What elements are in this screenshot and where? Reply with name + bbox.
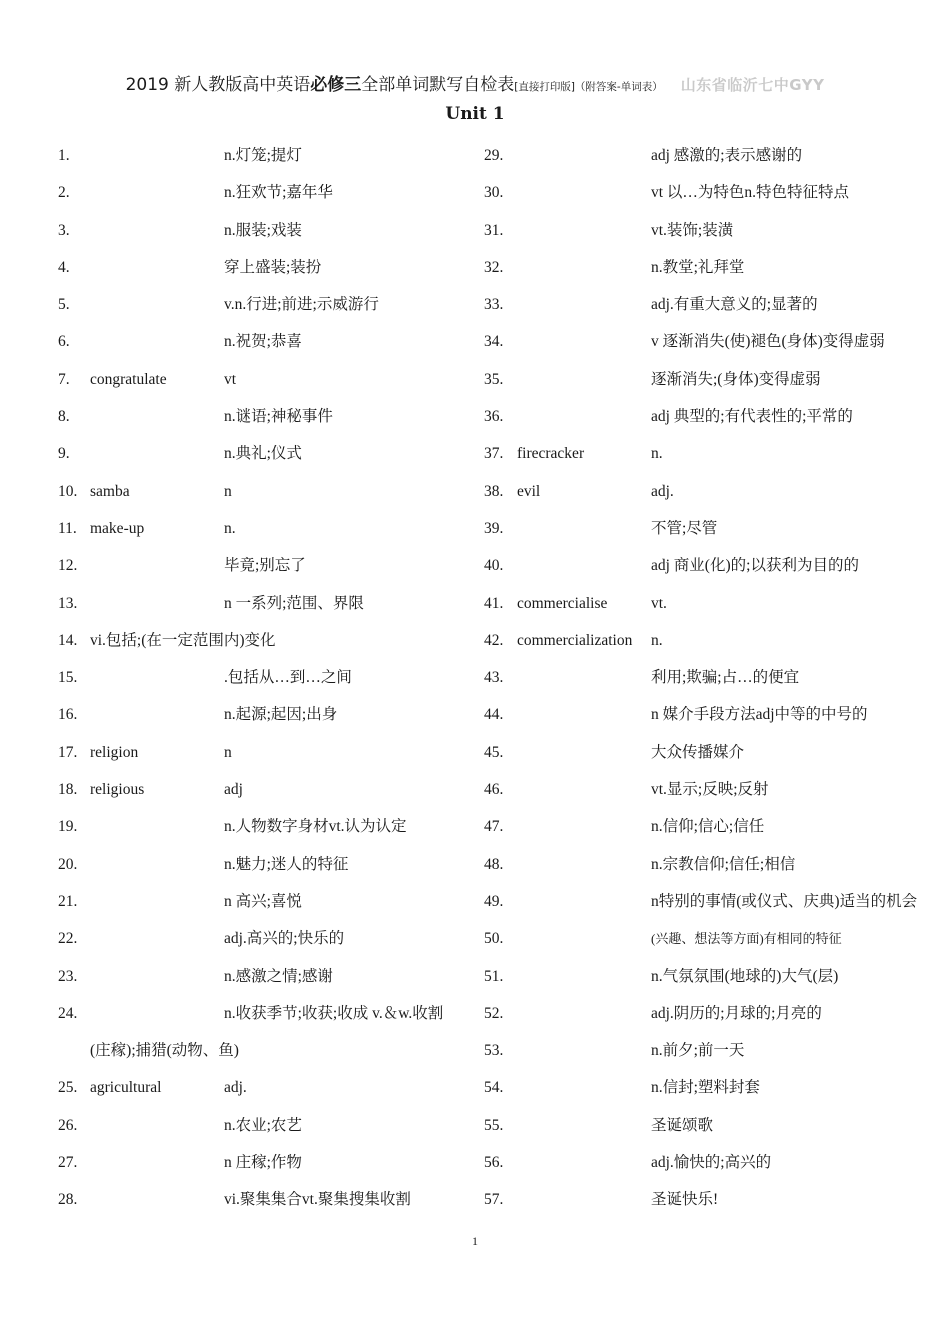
vocab-row — [484, 963, 924, 1000]
item-number: 34. — [484, 333, 504, 351]
item-meaning: n.信封;塑料封套 — [651, 1079, 760, 1097]
item-meaning: n 庄稼;作物 — [224, 1154, 302, 1172]
item-number: 37. — [484, 445, 504, 463]
item-meaning: vt — [224, 370, 237, 388]
item-number: 46. — [484, 781, 504, 799]
item-meaning: vt.装饰;装潢 — [651, 221, 734, 239]
vocab-row — [58, 925, 478, 962]
vocab-row — [484, 627, 924, 664]
item-number: 25. — [58, 1079, 78, 1097]
item-word: religious — [90, 781, 145, 799]
item-meaning: n.服装;戏装 — [224, 221, 302, 239]
item-number: 43. — [484, 669, 504, 687]
vocab-row — [484, 254, 924, 291]
item-word: samba — [90, 482, 130, 500]
item-number: 19. — [58, 818, 78, 836]
vocab-row — [58, 403, 478, 440]
item-meaning: (庄稼);捕猎(动物、鱼) — [90, 1042, 239, 1060]
item-number: 9. — [58, 445, 70, 463]
vocab-row — [58, 478, 478, 515]
item-number: 45. — [484, 743, 504, 761]
item-meaning: adj 商业(化)的;以获利为目的的 — [651, 557, 859, 575]
vocab-row — [58, 291, 478, 328]
vocab-row — [58, 1149, 478, 1186]
item-meaning: adj 感激的;表示感谢的 — [651, 147, 803, 164]
item-number: 51. — [484, 967, 504, 985]
item-meaning: 逐渐消失;(身体)变得虚弱 — [651, 370, 821, 388]
item-meaning: n.谜语;神秘事件 — [224, 408, 333, 426]
item-meaning: n. — [651, 631, 663, 649]
vocab-row — [484, 552, 924, 589]
item-number: 27. — [58, 1154, 78, 1172]
vocab-row — [484, 1149, 924, 1186]
item-meaning: adj. — [224, 1079, 247, 1097]
item-meaning: n.教堂;礼拜堂 — [651, 258, 745, 276]
item-meaning: 圣诞颂歌 — [651, 1116, 714, 1134]
vocab-row — [484, 888, 924, 925]
item-number: 8. — [58, 408, 70, 426]
vocab-row — [58, 254, 478, 291]
vocab-row — [58, 366, 478, 403]
item-meaning: adj.阴历的;月球的;月亮的 — [651, 1004, 822, 1022]
vocab-row — [58, 217, 478, 254]
item-number: 6. — [58, 333, 70, 351]
item-meaning: 大众传播媒介 — [651, 743, 745, 761]
item-meaning: adj.有重大意义的;显著的 — [651, 296, 818, 314]
item-meaning: n — [224, 482, 232, 500]
item-meaning: v 逐渐消失(使)褪色(身体)变得虚弱 — [651, 333, 885, 351]
item-meaning: vi.包括;(在一定范围内)变化 — [90, 631, 276, 649]
item-meaning: n.感激之情;感谢 — [224, 967, 333, 985]
vocab-row — [58, 1112, 478, 1149]
vocab-row — [484, 813, 924, 850]
item-number: 40. — [484, 557, 504, 575]
item-word: evil — [517, 482, 541, 500]
item-meaning: n.灯笼;提灯 — [224, 147, 302, 164]
item-word: firecracker — [517, 445, 585, 463]
vocab-row — [484, 701, 924, 738]
page-number: 1 — [472, 1234, 478, 1248]
vocab-row — [58, 515, 478, 552]
vocab-row — [58, 664, 478, 701]
item-number: 12. — [58, 557, 78, 575]
item-number: 15. — [58, 669, 78, 687]
vocab-row — [484, 179, 924, 216]
vocab-row — [484, 328, 924, 365]
vocab-row — [484, 142, 924, 179]
vocab-row — [58, 142, 478, 179]
right-column — [484, 142, 924, 1224]
item-number: 10. — [58, 482, 78, 500]
vocab-row — [484, 291, 924, 328]
vocab-row — [484, 776, 924, 813]
vocab-row — [58, 328, 478, 365]
title-bold: 必修三 — [310, 75, 362, 95]
vocab-row — [58, 701, 478, 738]
item-number: 3. — [58, 221, 70, 239]
vocab-row — [484, 1186, 924, 1223]
item-number: 13. — [58, 594, 78, 612]
item-meaning: adj.高兴的;快乐的 — [224, 930, 345, 948]
item-number: 28. — [58, 1191, 78, 1209]
item-meaning: n.气氛氛围(地球的)大气(层) — [651, 967, 839, 985]
vocab-row — [484, 1112, 924, 1149]
item-number: 49. — [484, 892, 504, 910]
vocab-row — [484, 515, 924, 552]
vocab-row — [58, 851, 478, 888]
vocab-row — [484, 1000, 924, 1037]
item-meaning: (兴趣、想法等方面)有相同的特征 — [651, 931, 842, 947]
vocab-row — [58, 888, 478, 925]
item-number: 54. — [484, 1079, 504, 1097]
vocab-row — [58, 813, 478, 850]
item-number: 18. — [58, 781, 78, 799]
item-number: 50. — [484, 930, 504, 948]
item-meaning: n.狂欢节;嘉年华 — [224, 184, 333, 202]
item-word: congratulate — [90, 370, 167, 388]
item-meaning: adj.愉快的;高兴的 — [651, 1154, 772, 1172]
item-meaning: n 媒介手段方法adj中等的中号的 — [651, 706, 868, 724]
item-number: 39. — [484, 519, 504, 537]
item-meaning: n.魅力;迷人的特征 — [224, 855, 349, 873]
item-word: make-up — [90, 519, 145, 537]
item-number: 22. — [58, 930, 78, 948]
item-number: 2. — [58, 184, 70, 202]
document-title — [0, 70, 950, 95]
item-number: 32. — [484, 258, 504, 276]
item-number: 7. — [58, 370, 70, 388]
vocab-row — [484, 664, 924, 701]
item-number: 53. — [484, 1042, 504, 1060]
item-word: commercialization — [517, 631, 633, 649]
item-meaning: n.祝贺;恭喜 — [224, 333, 302, 351]
left-column — [58, 142, 478, 1224]
item-meaning: 穿上盛装;装扮 — [224, 258, 322, 276]
item-word: commercialise — [517, 594, 608, 612]
item-number: 47. — [484, 818, 504, 836]
item-number: 38. — [484, 482, 504, 500]
item-meaning: vt.显示;反映;反射 — [651, 781, 769, 799]
item-word: agricultural — [90, 1079, 162, 1097]
vocab-row — [484, 851, 924, 888]
item-number: 24. — [58, 1004, 78, 1022]
item-meaning: n.收获季节;收获;收成 v.＆w.收割 — [224, 1004, 444, 1022]
item-meaning: vi.聚集集合vt.聚集搜集收割 — [224, 1191, 411, 1209]
item-number: 29. — [484, 147, 504, 164]
vocab-row — [58, 179, 478, 216]
title-main: 2019 新人教版高中英语 — [125, 75, 311, 95]
item-number: 16. — [58, 706, 78, 724]
item-meaning: n.信仰;信心;信任 — [651, 818, 765, 836]
title-rest: 全部单词默写自检表 — [361, 75, 515, 95]
item-number: 26. — [58, 1116, 78, 1134]
item-meaning: n 高兴;喜悦 — [224, 892, 302, 910]
item-number: 17. — [58, 743, 78, 761]
vocab-row — [58, 627, 478, 664]
vocab-row — [58, 776, 478, 813]
vocab-row — [58, 552, 478, 589]
vocab-row — [58, 963, 478, 1000]
item-meaning: 不管;尽管 — [651, 519, 718, 537]
item-number: 14. — [58, 631, 78, 649]
vocab-row — [484, 1074, 924, 1111]
item-number: 36. — [484, 408, 504, 426]
item-meaning: n. — [651, 445, 663, 463]
item-number: 4. — [58, 258, 70, 276]
vocab-row — [484, 590, 924, 627]
item-meaning: vt. — [651, 594, 667, 612]
item-meaning: adj 典型的;有代表性的;平常的 — [651, 408, 853, 426]
item-number: 20. — [58, 855, 78, 873]
vocab-row — [58, 1074, 478, 1111]
vocab-row — [58, 590, 478, 627]
item-number: 21. — [58, 892, 78, 910]
item-number: 1. — [58, 147, 70, 164]
vocab-row — [484, 739, 924, 776]
vocab-row — [484, 1037, 924, 1074]
vocab-row — [58, 1186, 478, 1223]
item-meaning: adj — [224, 781, 243, 799]
item-meaning: n. — [224, 519, 236, 537]
item-meaning: adj. — [651, 482, 674, 500]
item-number: 56. — [484, 1154, 504, 1172]
item-number: 5. — [58, 296, 70, 314]
item-number: 11. — [58, 519, 77, 537]
item-meaning: n.人物数字身材vt.认为认定 — [224, 818, 407, 836]
item-meaning: 利用;欺骗;占…的便宜 — [651, 669, 800, 687]
vocab-row — [484, 440, 924, 477]
vocab-row — [484, 478, 924, 515]
vocab-row — [484, 217, 924, 254]
item-number: 23. — [58, 967, 78, 985]
item-number: 41. — [484, 594, 504, 612]
item-meaning: n.起源;起因;出身 — [224, 706, 338, 724]
item-meaning: n 一系列;范围、界限 — [224, 594, 364, 612]
vocab-row — [484, 366, 924, 403]
unit-heading: Unit 1 — [445, 104, 505, 124]
item-meaning: v.n.行进;前进;示威游行 — [224, 296, 379, 314]
item-meaning: n.典礼;仪式 — [224, 445, 302, 463]
item-meaning: 毕竟;别忘了 — [224, 557, 306, 575]
title-small: [直接打印版]（附答案-单词表） — [514, 81, 663, 93]
vocab-row — [484, 925, 924, 962]
item-meaning: n.宗教信仰;信任;相信 — [651, 855, 796, 873]
vocab-row — [58, 739, 478, 776]
vocab-row — [484, 403, 924, 440]
item-number: 44. — [484, 706, 504, 724]
item-number: 42. — [484, 631, 504, 649]
item-meaning: n — [224, 743, 232, 761]
item-meaning: 圣诞快乐! — [651, 1191, 719, 1209]
item-number: 48. — [484, 855, 504, 873]
item-number: 35. — [484, 370, 504, 388]
item-number: 57. — [484, 1191, 504, 1209]
item-word: religion — [90, 743, 139, 761]
item-number: 30. — [484, 184, 504, 202]
vocab-row — [58, 1000, 478, 1037]
brand-watermark: 山东省临沂七中GYY — [680, 76, 825, 94]
vocab-row — [58, 1037, 478, 1074]
item-meaning: .包括从…到…之间 — [224, 669, 352, 687]
item-number: 33. — [484, 296, 504, 314]
item-meaning: n.农业;农艺 — [224, 1116, 302, 1134]
vocab-row — [58, 440, 478, 477]
item-meaning: n.前夕;前一天 — [651, 1042, 745, 1060]
item-meaning: n特别的事情(或仪式、庆典)适当的机会 — [651, 892, 918, 910]
item-number: 55. — [484, 1116, 504, 1134]
item-number: 52. — [484, 1004, 504, 1022]
item-number: 31. — [484, 221, 504, 239]
item-meaning: vt 以…为特色n.特色特征特点 — [651, 184, 850, 202]
